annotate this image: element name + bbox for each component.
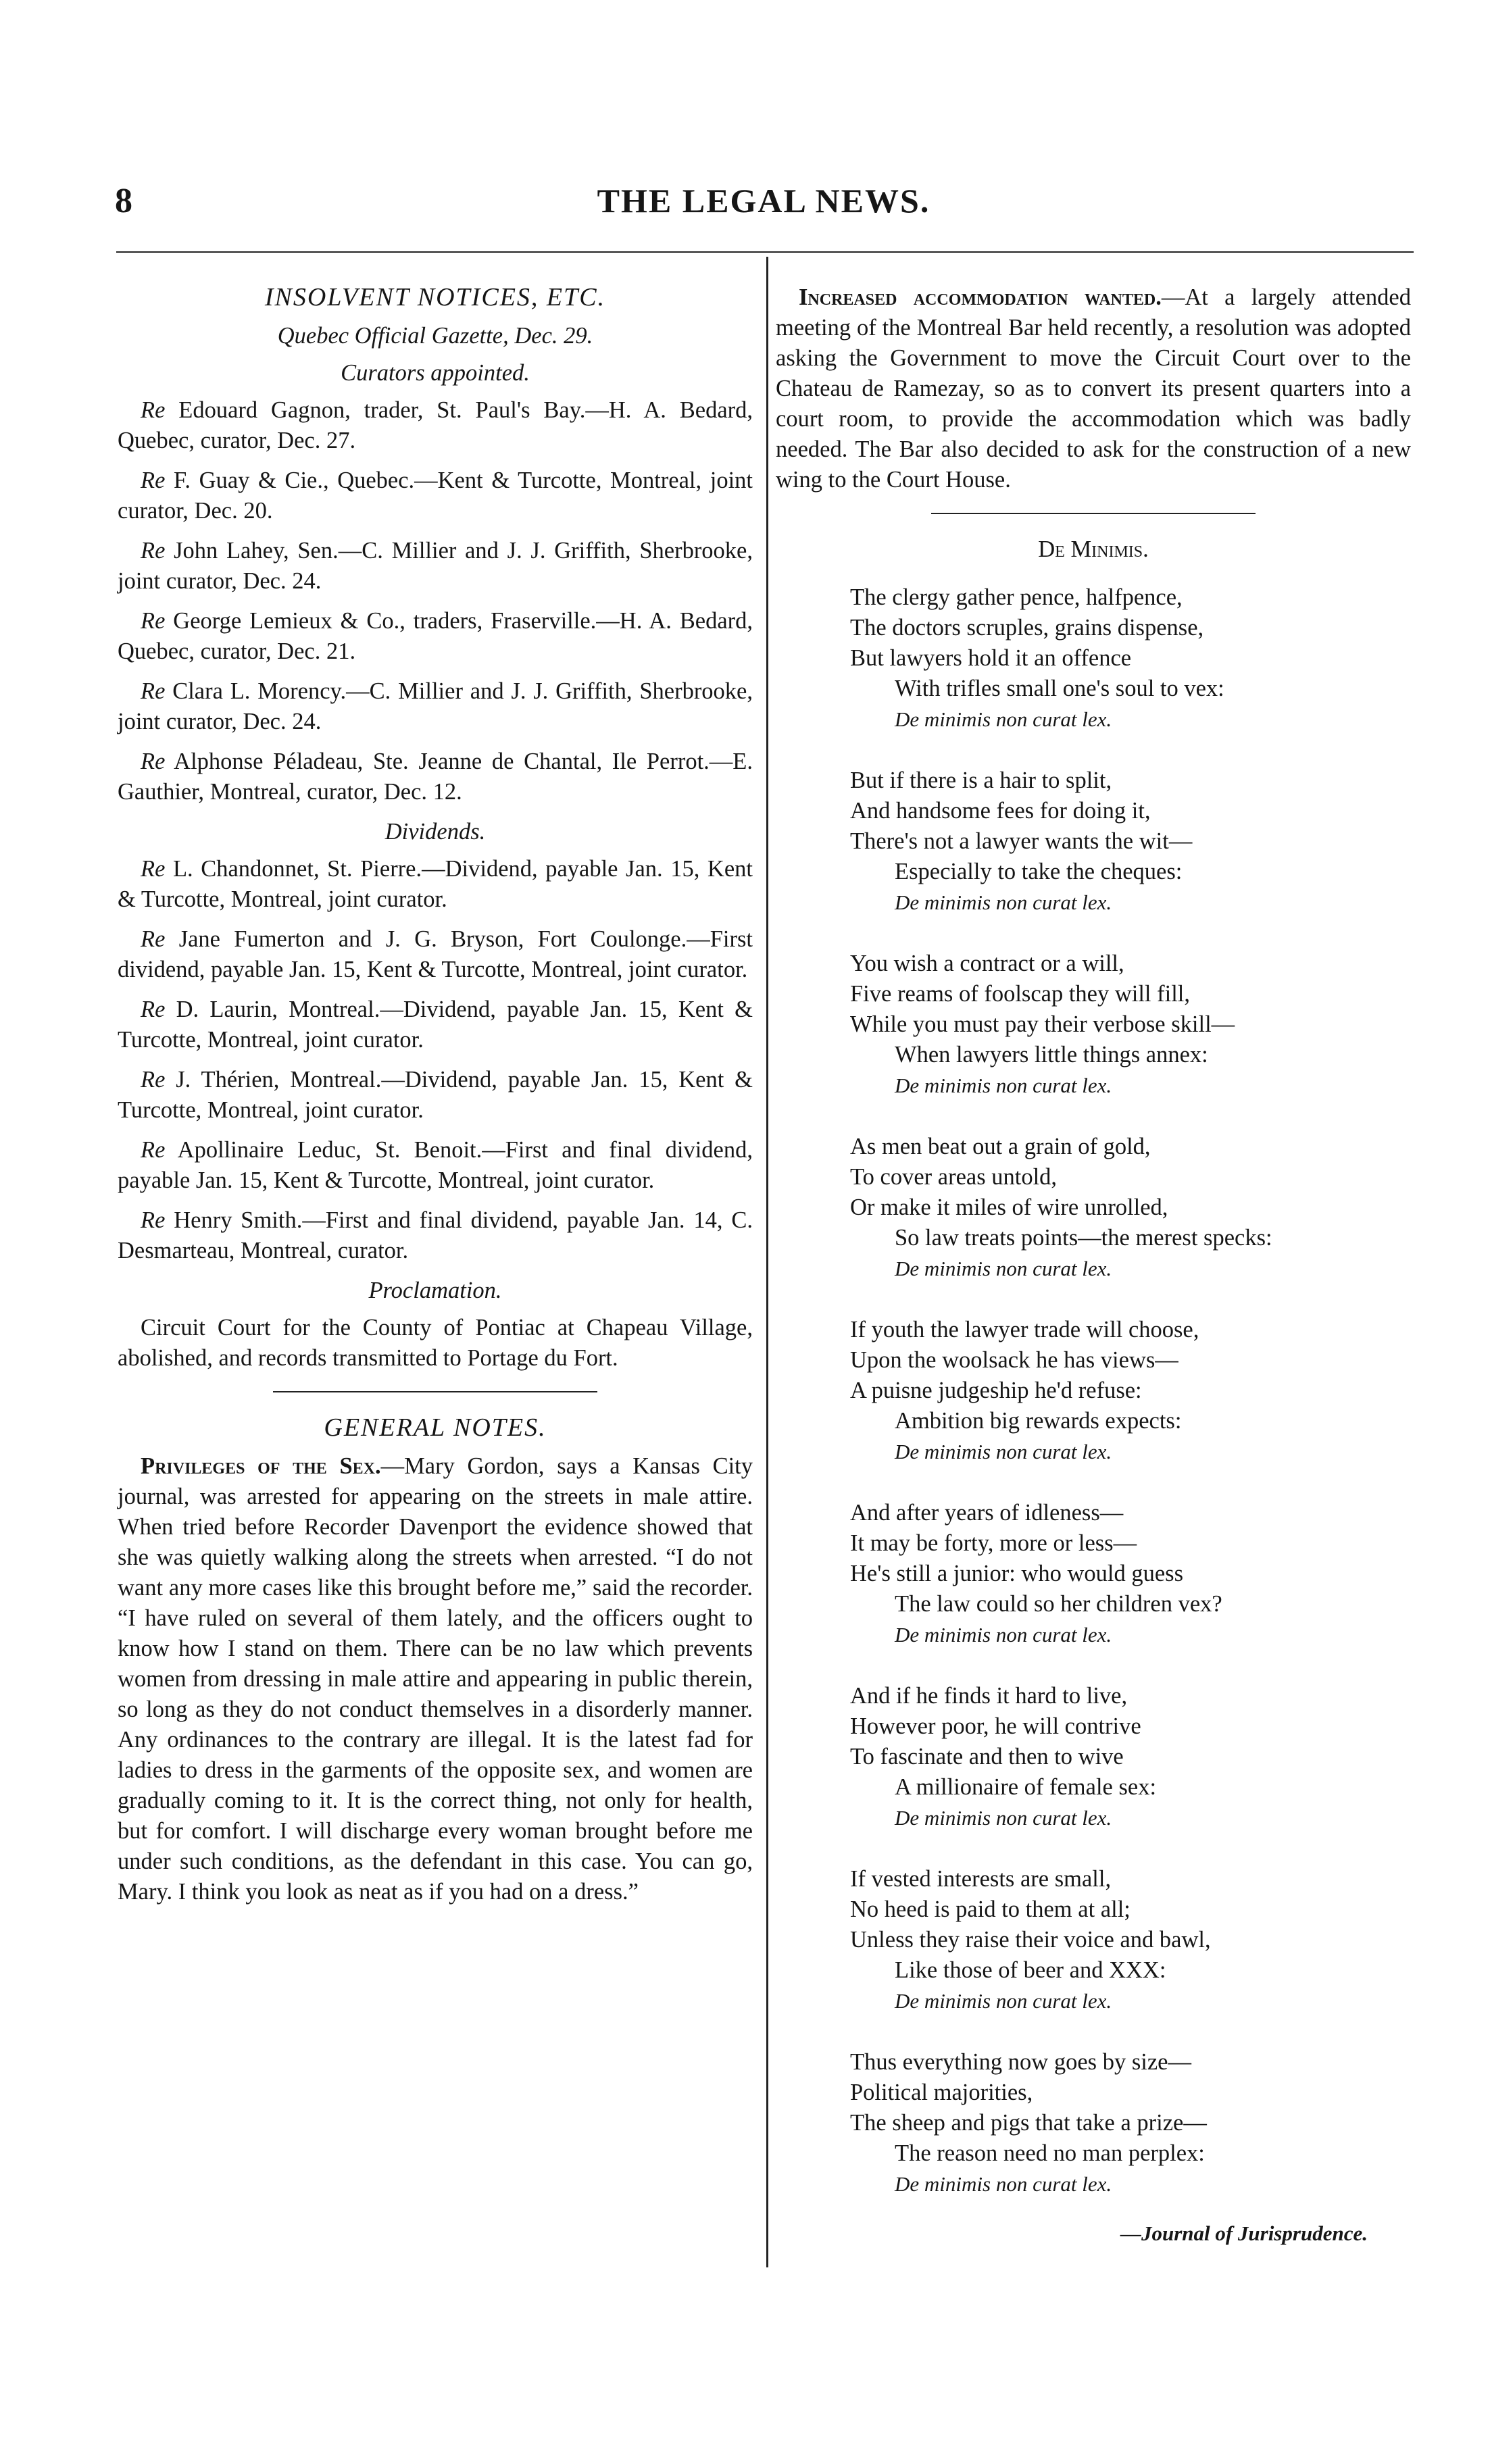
poem-line: And if he finds it hard to live, — [850, 1683, 1128, 1709]
poem-refrain: De minimis non curat lex. — [895, 707, 1112, 731]
poem-line: As men beat out a grain of gold, — [850, 1134, 1151, 1159]
poem-indented-line: The reason need no man perplex: — [895, 2140, 1205, 2166]
poem-line: While you must pay their verbose skill— — [850, 1011, 1235, 1037]
dividends-list — [118, 854, 753, 1266]
column-divider — [766, 257, 768, 2267]
poem-line: To fascinate and then to wive — [850, 1744, 1124, 1769]
entry-text: George Lemieux & Co., traders, Fraserville.—H. A. Bedard, Quebec, curator, Dec. 21. — [118, 608, 753, 664]
poem-line: You wish a contract or a will, — [850, 951, 1124, 976]
accommodation-body: —At a largely attended meeting of the Montreal Bar held recently, a resolution was adopted asking the Government to move the Circuit Court over to the Chateau de Ramezay, so as to convert its present quarters into a court room, to provide the accommodation which was badly needed. The Bar also decided to ask for the construction of a new wing to the Court House. — [776, 284, 1411, 493]
poem-line: If vested interests are small, — [850, 1866, 1112, 1892]
poem-refrain: De minimis non curat lex. — [895, 1623, 1112, 1646]
general-notes-title: GENERAL NOTES. — [324, 1413, 547, 1442]
poem-stanza — [850, 1132, 1411, 1284]
entry-text: John Lahey, Sen.—C. Millier and J. J. Griffith, Sherbrooke, joint curator, Dec. 24. — [118, 538, 753, 594]
poem-stanza — [850, 1864, 1411, 2016]
right-column — [776, 282, 1411, 2248]
poem-indented-line: A millionaire of female sex: — [895, 1774, 1157, 1800]
proclamation-text: Circuit Court for the County of Pontiac at Chapeau Village, abolished, and records transmitted to Portage du Fort. — [118, 1315, 753, 1371]
section-divider — [273, 1391, 597, 1392]
re-prefix: Re — [141, 678, 166, 704]
re-prefix: Re — [141, 397, 166, 423]
dividend-entry — [118, 995, 753, 1055]
poem-refrain: De minimis non curat lex. — [895, 890, 1112, 914]
poem-stanza — [850, 2047, 1411, 2199]
poem-stanza — [850, 949, 1411, 1101]
poem-indented-line: Like those of beer and XXX: — [895, 1957, 1166, 1983]
accommodation-paragraph — [776, 282, 1411, 495]
dividends-heading: Dividends. — [384, 819, 486, 845]
poem-line: However poor, he will contrive — [850, 1713, 1141, 1739]
poem-refrain: De minimis non curat lex. — [895, 2172, 1112, 2196]
page-number: 8 — [115, 182, 132, 220]
poem-line: But if there is a hair to split, — [850, 768, 1112, 793]
entry-text: Apollinaire Leduc, St. Benoit.—First and final dividend, payable Jan. 15, Kent & Turcotte, Montreal, joint curator. — [118, 1137, 753, 1193]
re-prefix: Re — [141, 1067, 166, 1092]
dividend-entry — [118, 1205, 753, 1266]
re-prefix: Re — [141, 856, 166, 882]
poem-line: It may be forty, more or less— — [850, 1530, 1137, 1556]
general-note-paragraph — [118, 1451, 753, 1907]
poem-stanza — [850, 765, 1411, 917]
curator-entry — [118, 466, 753, 526]
entry-text: Jane Fumerton and J. G. Bryson, Fort Coulonge.—First dividend, payable Jan. 15, Kent & Turcotte, Montreal, joint curator. — [118, 926, 753, 982]
poem-indented-line: When lawyers little things annex: — [895, 1042, 1208, 1067]
poem-indented-line: So law treats points—the merest specks: — [895, 1225, 1272, 1251]
re-prefix: Re — [141, 1137, 166, 1163]
entry-text: Henry Smith.—First and final dividend, payable Jan. 14, C. Desmarteau, Montreal, curator. — [118, 1207, 753, 1263]
poem-line: The sheep and pigs that take a prize— — [850, 2110, 1207, 2136]
poem-line: The clergy gather pence, halfpence, — [850, 584, 1183, 610]
insolvent-notices-title: INSOLVENT NOTICES, ETC. — [264, 283, 606, 311]
accommodation-lead: Increased accommodation wanted. — [799, 284, 1162, 310]
dividend-entry — [118, 1065, 753, 1126]
poem-stanza — [850, 582, 1411, 734]
dividend-entry — [118, 1135, 753, 1196]
poem-line: Thus everything now goes by size— — [850, 2049, 1191, 2075]
poem-line: A puisne judgeship he'd refuse: — [850, 1378, 1142, 1403]
page-header — [115, 181, 1412, 228]
poem-line: To cover areas untold, — [850, 1164, 1058, 1190]
poem-line: Unless they raise their voice and bawl, — [850, 1927, 1211, 1953]
curator-entry — [118, 536, 753, 597]
poem-indented-line: With trifles small one's soul to vex: — [895, 676, 1224, 701]
header-rule — [116, 251, 1414, 253]
poem — [776, 582, 1411, 2199]
proclamation-heading: Proclamation. — [368, 1278, 502, 1303]
poem-refrain: De minimis non curat lex. — [895, 1257, 1112, 1280]
entry-text: J. Thérien, Montreal.—Dividend, payable Jan. 15, Kent & Turcotte, Montreal, joint curator. — [118, 1067, 753, 1123]
general-note-lead: Privileges of the Sex. — [141, 1453, 381, 1479]
general-note-body: —Mary Gordon, says a Kansas City journal, was arrested for appearing on the streets in male attire. When tried before Recorder Davenport the evidence showed that she was quietly walking along the streets when arrested. “I do not want any more cases like this brought before me,” said the recorder. “I have ruled on several of them lately, and the officers ought to know how I stand on them. There can be no law which prevents women from dressing in male attire and appearing in public therein, so long as they do not conduct themselves in a disorderly manner. Any ordinances to the contrary are illegal. It is the latest fad for ladies to dress in the garments of the opposite sex, and women are gradually coming to it. It is the correct thing, not only for health, but for comfort. I will discharge every woman brought before me under such conditions, as the defendant in this case. You can go, Mary. I think you look as neat as if you had on a dress.” — [118, 1453, 753, 1905]
curator-entry — [118, 747, 753, 807]
gazette-source: Quebec Official Gazette, Dec. 29. — [277, 323, 593, 349]
entry-text: Alphonse Péladeau, Ste. Jeanne de Chantal, Ile Perrot.—E. Gauthier, Montreal, curator, Dec. 12. — [118, 749, 753, 805]
re-prefix: Re — [141, 926, 166, 952]
poem-stanza — [850, 1681, 1411, 1833]
poem-line: He's still a junior: who would guess — [850, 1561, 1184, 1586]
re-prefix: Re — [141, 608, 166, 634]
poem-line: Political majorities, — [850, 2080, 1033, 2105]
poem-indented-line: Especially to take the cheques: — [895, 859, 1183, 884]
left-column — [118, 282, 753, 1917]
poem-refrain: De minimis non curat lex. — [895, 1989, 1112, 2013]
poem-title: De Minimis. — [1038, 536, 1149, 562]
re-prefix: Re — [141, 538, 166, 563]
entry-text: D. Laurin, Montreal.—Dividend, payable Jan. 15, Kent & Turcotte, Montreal, joint curator. — [118, 997, 753, 1053]
re-prefix: Re — [141, 997, 166, 1022]
entry-text: F. Guay & Cie., Quebec.—Kent & Turcotte, Montreal, joint curator, Dec. 20. — [118, 468, 753, 524]
poem-refrain: De minimis non curat lex. — [895, 1806, 1112, 1830]
poem-indented-line: Ambition big rewards expects: — [895, 1408, 1182, 1434]
re-prefix: Re — [141, 1207, 166, 1233]
poem-line: Five reams of foolscap they will fill, — [850, 981, 1191, 1007]
dividend-entry — [118, 924, 753, 985]
curators-heading: Curators appointed. — [341, 360, 530, 386]
poem-refrain: De minimis non curat lex. — [895, 1074, 1112, 1097]
poem-line: There's not a lawyer wants the wit— — [850, 828, 1193, 854]
poem-indented-line: The law could so her children vex? — [895, 1591, 1222, 1617]
curator-entry — [118, 676, 753, 737]
dividend-entry — [118, 854, 753, 915]
running-title: THE LEGAL NEWS. — [597, 182, 930, 220]
poem-line: No heed is paid to them at all; — [850, 1896, 1131, 1922]
re-prefix: Re — [141, 468, 166, 493]
poem-line: And after years of idleness— — [850, 1500, 1124, 1526]
poem-line: Upon the woolsack he has views— — [850, 1347, 1178, 1373]
poem-line: The doctors scruples, grains dispense, — [850, 615, 1204, 640]
entry-text: L. Chandonnet, St. Pierre.—Dividend, payable Jan. 15, Kent & Turcotte, Montreal, joint curator. — [118, 856, 753, 912]
poem-credit: —Journal of Jurisprudence. — [1120, 2221, 1368, 2245]
poem-refrain: De minimis non curat lex. — [895, 1440, 1112, 1463]
entry-text: Edouard Gagnon, trader, St. Paul's Bay.—H. A. Bedard, Quebec, curator, Dec. 27. — [118, 397, 753, 453]
poem-line: If youth the lawyer trade will choose, — [850, 1317, 1199, 1342]
curators-list — [118, 395, 753, 807]
poem-stanza — [850, 1315, 1411, 1467]
curator-entry — [118, 606, 753, 667]
poem-line: And handsome fees for doing it, — [850, 798, 1151, 824]
section-divider — [931, 513, 1256, 514]
poem-line: But lawyers hold it an offence — [850, 645, 1132, 671]
re-prefix: Re — [141, 749, 166, 774]
poem-stanza — [850, 1498, 1411, 1650]
entry-text: Clara L. Morency.—C. Millier and J. J. Griffith, Sherbrooke, joint curator, Dec. 24. — [118, 678, 753, 734]
curator-entry — [118, 395, 753, 456]
poem-line: Or make it miles of wire unrolled, — [850, 1195, 1168, 1220]
